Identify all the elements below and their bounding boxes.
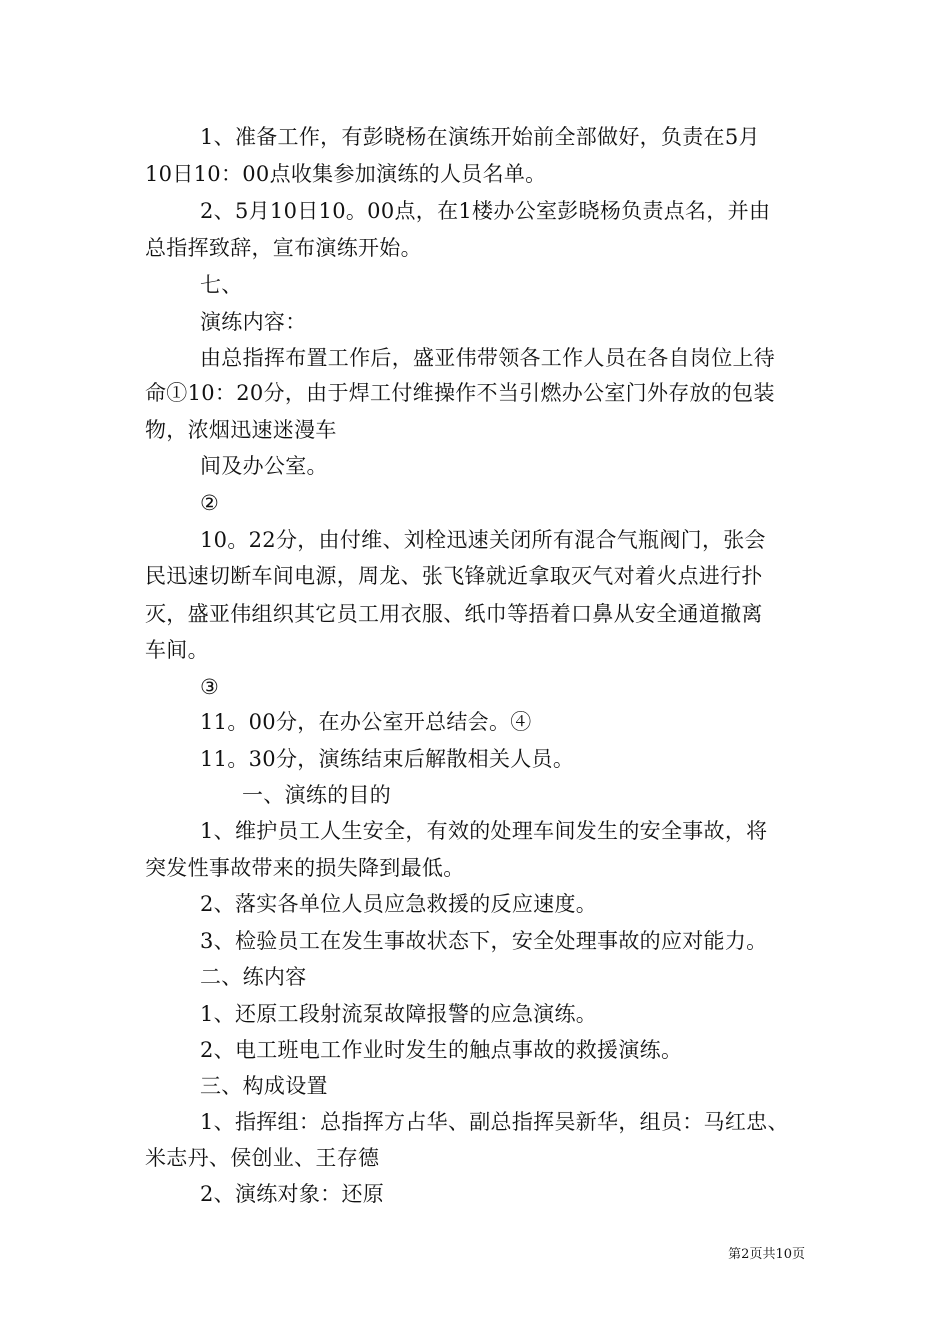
text-line: 11。30分，演练结束后解散相关人员。 [200,747,575,771]
text-line: ② [200,491,220,515]
text-line: 2、电工班电工作业时发生的触点事故的救援演练。 [200,1038,683,1062]
text-line: 由总指挥布置工作后，盛亚伟带领各工作人员在各自岗位上待 [200,346,776,370]
text-line: 3、检验员工在发生事故状态下，安全处理事故的应对能力。 [200,929,768,953]
text-line: 2、演练对象：还原 [200,1182,385,1206]
section-heading: 七、 [200,273,243,297]
text-line: 总指挥致辞，宣布演练开始。 [145,236,422,260]
text-line: 11。00分，在办公室开总结会。④ [200,710,532,734]
text-line: 10。22分，由付维、刘栓迅速关闭所有混合气瓶阀门，张会 [200,528,766,552]
section-heading: 一、演练的目的 [242,783,392,807]
text-line: 1、准备工作，有彭晓杨在演练开始前全部做好，负责在5月 [200,125,760,149]
text-line: 命①10：20分，由于焊工付维操作不当引燃办公室门外存放的包装 [145,381,775,405]
text-line: 车间。 [145,638,209,662]
text-line: 间及办公室。 [200,454,328,478]
text-line: 物，浓烟迅速迷漫车 [145,418,337,442]
section-heading: 二、练内容 [200,965,307,989]
text-line: 民迅速切断车间电源，周龙、张飞锋就近拿取灭气对着火点进行扑 [145,564,763,588]
text-line: 突发性事故带来的损失降到最低。 [145,856,465,880]
text-line: 1、维护员工人生安全，有效的处理车间发生的安全事故，将 [200,819,768,843]
page-number-footer: 第2页共10页 [728,1247,805,1262]
text-line: 1、还原工段射流泵故障报警的应急演练。 [200,1002,598,1026]
text-line: 灭，盛亚伟组织其它员工用衣服、纸巾等捂着口鼻从安全通道撤离 [145,602,763,626]
text-line: 2、5月10日10。00点，在1楼办公室彭晓杨负责点名，并由 [200,199,771,223]
section-heading: 三、构成设置 [200,1074,328,1098]
text-line: 1、指挥组：总指挥方占华、副总指挥吴新华，组员：马红忠、 [200,1110,789,1134]
text-line: 演练内容： [200,310,307,334]
text-line: 2、落实各单位人员应急救援的反应速度。 [200,892,598,916]
text-line: 米志丹、侯创业、王存德 [145,1146,380,1170]
text-line: 10日10：00点收集参加演练的人员名单。 [145,162,547,186]
text-line: ③ [200,675,220,699]
